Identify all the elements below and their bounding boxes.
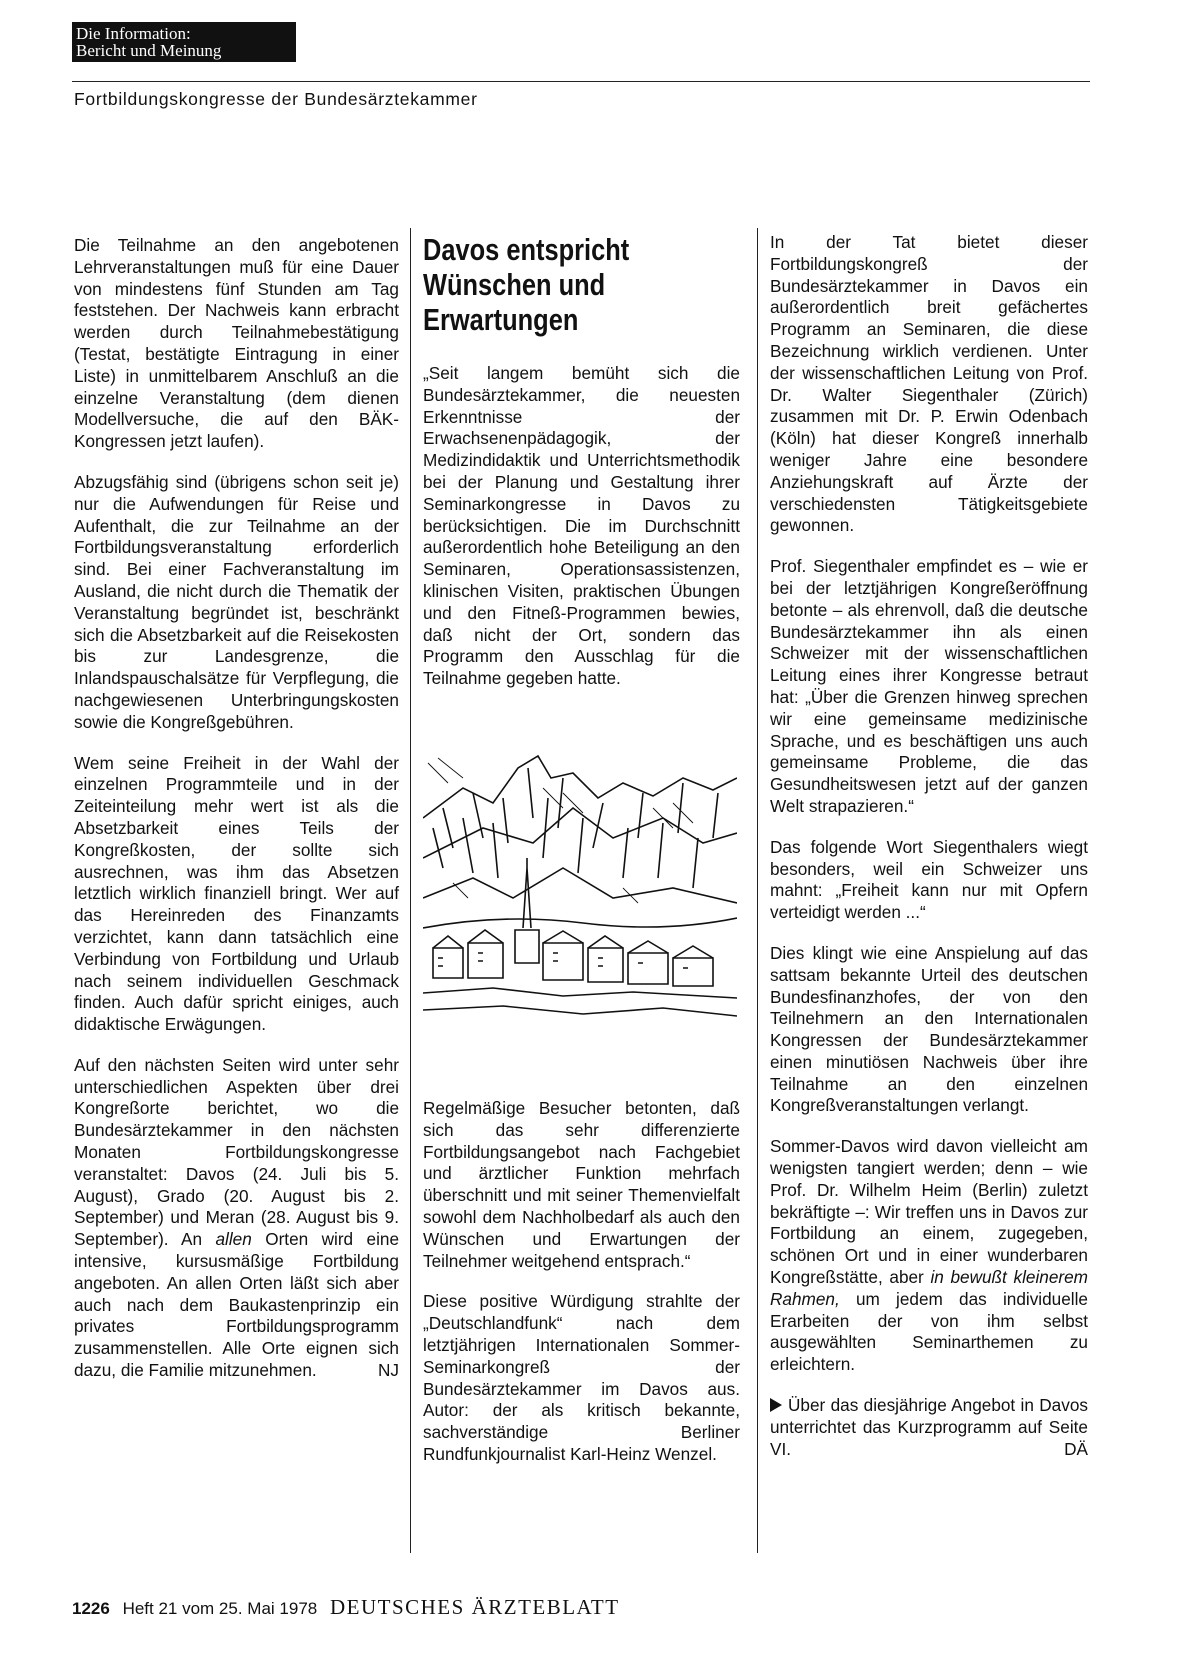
col3-paragraph-2: Prof. Siegenthaler empfindet es – wie er bei der letztjährigen Kongreßeröffnung betonte – als ehrenvoll, daß die deutsche Bundesärztekammer ihn als einen Schweizer mit der wissenschaftlichen Leitung eines ihrer Kongresse betraut hat: „Über die Grenzen hinweg sprechen wir eine gemeinsame medizinische Sprache, und es beschäftigen uns auch gemeinsame Probleme, die das Gesundheitswesen jetzt auf der ganzen Welt strapazieren.“ <box>770 556 1088 816</box>
column-3 <box>770 232 1088 1479</box>
col3-paragraph-6 <box>770 1395 1088 1460</box>
col3-p5-emphasis: in bewußt kleinerem Rahmen, <box>770 1267 1088 1309</box>
col1-paragraph-2: Abzugsfähig sind (übrigens schon seit je) nur die Aufwendungen für Reise und Aufenthalt, die zur Teilnahme an der Fortbildungsveranstaltung erforderlich sind. Bei einer Fachveranstaltung im Ausland, die nicht durch die Thematik der Veranstaltung begründet ist, beschränkt sich die Absetzbarkeit auf die Reisekosten bis zur Landesgrenze, die Inlandspauschalsätze für Verpflegung, die nachgewiesenen Unterbringungskosten sowie die Kongreßgebühren. <box>74 471 399 732</box>
col3-paragraph-4: Dies klingt wie eine Anspielung auf das sattsam bekannte Urteil des deutschen Bundesfinanzhofes, der von den Teilnehmern an den Internationalen Kongressen der Bundesärztekammer einen minutiösen Nachweis über ihre Teilnahme an den einzelnen Kongreßveranstaltungen verlangt. <box>770 942 1088 1116</box>
col3-paragraph-5 <box>770 1136 1088 1376</box>
col1-p4-text-a: Auf den nächsten Seiten wird unter sehr unterschiedlichen Aspekten über drei Kongreßorte berichtet, wo die Bundesärztekammer in den nächsten Monaten Fortbildungskongresse veranstaltet: Davos (24. Juli bis 5. August), Grado (20. August bis 2. September) und Meran (28. August bis 9. September). An <box>74 1054 399 1250</box>
col1-p4-text-b: Orten wird eine intensive, kursusmäßige Fortbildung angeboten. An allen Orten läßt sich aber auch nach dem Baukastenprinzip ein privates Fortbildungsprogramm zusammenstellen. Alle Orte eignen sich dazu, die Familie mitzunehmen. <box>74 1229 400 1381</box>
col1-paragraph-1: Die Teilnahme an den angebotenen Lehrveranstaltungen muß für eine Dauer von mindestens fünf Stunden am Tag feststehen. Der Nachweis kann erbracht werden durch Teilnahmebestätigung (Testat, bestätigte Eintragung in einer Liste) in unmittelbarem Anschluß an die einzelne Veranstaltung (dem dienen Modellversuche, die auf den BÄK-Kongressen jetzt laufen). <box>74 235 399 452</box>
signature-dae: DÄ <box>1064 1438 1088 1459</box>
magazine-name: DEUTSCHES ÄRZTEBLATT <box>329 1595 620 1619</box>
col2-paragraph-2: Regelmäßige Besucher betonten, daß sich das sehr differenzierte Fortbildungsangebot nach Fachgebiet und ärztlicher Funktion mehrfach überschnitt und mit seiner Themenvielfalt sowohl dem Nachholbedarf als auch den Wünschen und Erwartungen der Teilnehmer weitgehend entsprach.“ <box>423 1097 740 1271</box>
page-number: 1226 <box>72 1599 110 1618</box>
column-1 <box>74 235 399 1401</box>
col1-p4-emphasis: allen <box>215 1229 252 1250</box>
column-divider-2 <box>757 228 758 1553</box>
kicker: Fortbildungskongresse der Bundesärztekammer <box>74 89 478 109</box>
badge-line-2: Bericht und Meinung <box>76 41 222 60</box>
header-rule <box>72 81 1090 82</box>
column-divider-1 <box>410 228 411 1553</box>
col3-p5-text-a: Sommer-Davos wird davon vielleicht am wenigsten tangiert werden; denn – wie Prof. Dr. Wilhelm Heim (Berlin) zuletzt bekräftigte –: Wir treffen uns in Davos zur Fortbildung an einem, zugegeben, schönen Ort und in einer wunderbaren Kongreßstätte, aber <box>770 1136 1088 1288</box>
column-2 <box>423 232 740 1485</box>
mountain-village-drawing <box>423 748 737 1038</box>
arrow-right-icon <box>770 1398 782 1412</box>
col3-p6-text: Über das diesjährige Angebot in Davos unterrichtet das Kurzprogramm auf Seite VI. <box>770 1395 1088 1459</box>
col3-p5-text-b: um jedem das individuelle Erarbeiten der von ihm selbst ausgewählten Seminarthemen zu erleichtern. <box>770 1288 1088 1375</box>
col2-paragraph-1: „Seit langem bemüht sich die Bundesärztekammer, die neuesten Erkenntnisse der Erwachsenenpädagogik, der Medizindidaktik und Unterrichtsmethodik bei der Planung und Gestaltung ihrer Seminarkongresse in Davos zu berücksichtigen. Die im Durchschnitt außerordentlich hohe Beteiligung an den Seminaren, Operationsassistenzen, klinischen Visiten, praktischen Übungen und den Fitneß-Programmen bewies, daß nicht der Ort, sondern das Programm den Ausschlag für die Teilnahme gegeben hatte. <box>423 363 740 689</box>
section-badge <box>72 22 296 62</box>
headline: Davos entspricht Wünschen und Erwartungen <box>423 232 630 337</box>
col1-paragraph-3: Wem seine Freiheit in der Wahl der einzelnen Programmteile und in der Zeiteinteilung mehr wert ist als die Absetzbarkeit eines Teils der Kongreßkosten, der sollte sich ausrechnen, was ihm das Absetzen letztlich wirklich finanziell bringt. Wer auf das Hereinreden des Finanzamts verzichtet, kann dann tatsächlich eine Verbindung von Fortbildung und Urlaub nach seinem individuellen Geschmack finden. Auch dafür spricht einiges, auch didaktische Erwägungen. <box>74 752 399 1035</box>
col2-paragraph-3: Diese positive Würdigung strahlte der „Deutschlandfunk“ nach dem letztjährigen Internationalen Sommer-Seminarkongreß der Bundesärztekammer im Davos aus. Autor: der als kritisch bekannte, sachverständige Berliner Rundfunkjournalist Karl-Heinz Wenzel. <box>423 1291 740 1464</box>
col1-paragraph-4 <box>74 1055 399 1382</box>
col3-paragraph-1: In der Tat bietet dieser Fortbildungskongreß der Bundesärztekammer in Davos ein außerordentlich breit gefächertes Programm an Seminaren, die diese Bezeichnung wirklich verdienen. Unter der wissenschaftlichen Leitung von Prof. Dr. Walter Siegenthaler (Zürich) zusammen mit Dr. P. Erwin Odenbach (Köln) hat dieser Kongreß innerhalb weniger Jahre eine besondere Anziehungskraft auf Ärzte der verschiedensten Tätigkeitsgebiete gewonnen. <box>770 232 1088 536</box>
signature-nj: NJ <box>377 1360 399 1381</box>
badge-line-1: Die Information: <box>76 24 191 43</box>
page-footer <box>72 1595 620 1620</box>
issue-info: Heft 21 vom 25. Mai 1978 <box>122 1599 318 1618</box>
davos-illustration <box>423 748 737 1038</box>
col3-paragraph-3: Das folgende Wort Siegenthalers wiegt besonders, weil ein Schweizer uns mahnt: „Freiheit kann nur mit Opfern verteidigt werden ...“ <box>770 836 1088 923</box>
